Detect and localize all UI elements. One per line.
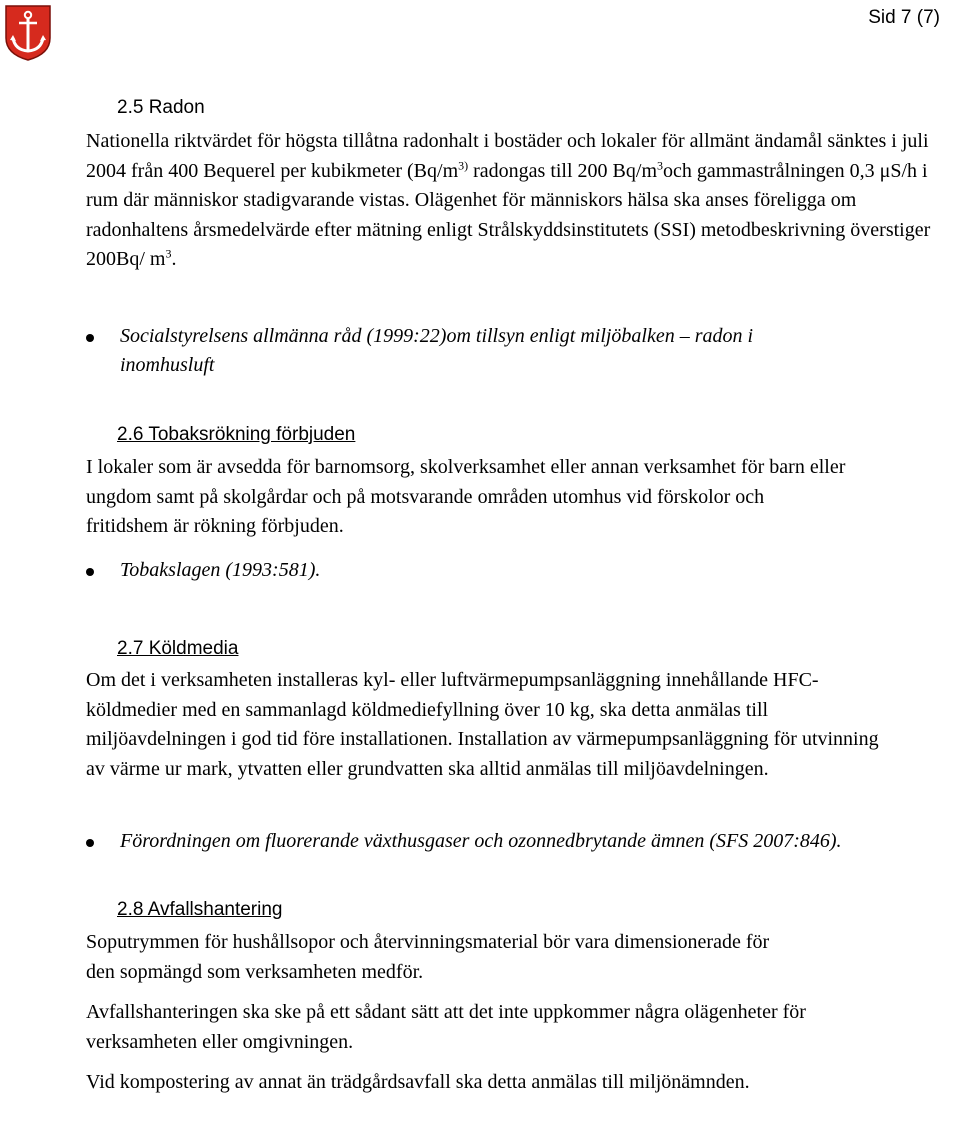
section-heading-radon: 2.5 Radon [117,97,205,118]
tobak-paragraph: I lokaler som är avsedda för barnomsorg, skolverksamhet eller annan verksamhet för barn eller ungdom samt på skolgårdar och på motsvarande områden utomhus vid förskolor och fritidshem är rökning förbjuden. [86,456,846,537]
tobak-reference-text: Tobakslagen (1993:581). [120,559,321,581]
bullet-icon [86,334,94,342]
tobak-reference-bullet [86,556,942,585]
radon-reference-bullet [86,322,846,380]
radon-paragraph [86,127,942,275]
bullet-icon [86,568,94,576]
municipal-anchor-logo-icon [4,4,52,62]
page-number: Sid 7 (7) [868,7,940,28]
koldmedia-reference-bullet [86,827,942,856]
section-heading-avfall: 2.8 Avfallshantering [117,899,283,920]
avfall-paragraph-2: Avfallshanteringen ska ske på ett sådant sätt att det inte uppkommer några olägenheter för verksamheten eller omgivningen. [86,1001,806,1053]
koldmedia-reference-text: Förordningen om fluorerande växthusgaser och ozonnedbrytande ämnen (SFS 2007:846). [120,830,842,852]
radon-superscript-3: 3 [165,246,172,261]
avfall-paragraph-1: Soputrymmen för hushållsopor och återvinningsmaterial bör vara dimensionerade för den sopmängd som verksamheten medför. [86,931,770,983]
radon-reference-text: Socialstyrelsens allmänna råd (1999:22)om tillsyn enligt miljöbalken – radon i inomhusluft [120,325,754,376]
avfall-paragraph-3: Vid kompostering av annat än trädgårdsavfall ska detta anmälas till miljönämnden. [86,1071,750,1093]
section-heading-tobak: 2.6 Tobaksrökning förbjuden [117,424,356,445]
koldmedia-paragraph: Om det i verksamheten installeras kyl- eller luftvärmepumpsanläggning innehållande HFC- köldmedier med en sammanlagd köldmediefyllning över 10 kg, ska detta anmälas till miljöavdelningen i god tid före installationen. Installation av värmepumpsanläggning för utvinning av värme ur mark, ytvatten eller grundvatten ska alltid anmälas till miljöavdelningen. [86,669,879,780]
radon-superscript-2: 3 [657,157,664,172]
radon-text-part-1: Nationella riktvärdet för högsta tillåtna radonhalt i bostäder och lokaler för allmänt ändamål sänktes i juli 2004 från 400 Bequerel per kubikmeter (Bq/m [86,130,929,182]
radon-text-part-2: radongas till 200 Bq/m [468,159,658,182]
radon-text-part-4: . [171,248,177,270]
radon-superscript-1: 3) [458,157,469,172]
radon-text-part-3: och gammastrålningen 0,3 μS/h i rum där människor stadigvarande vistas. Olägenhet för människors hälsa ska anses föreligga om radonhaltens årsmedelvärde efter mätning enligt Strålskyddsinstitutets (SSI) metodbeskrivning överstiger 200Bq/ m [86,159,931,270]
section-heading-koldmedia: 2.7 Köldmedia [117,638,239,659]
bullet-icon [86,839,94,847]
